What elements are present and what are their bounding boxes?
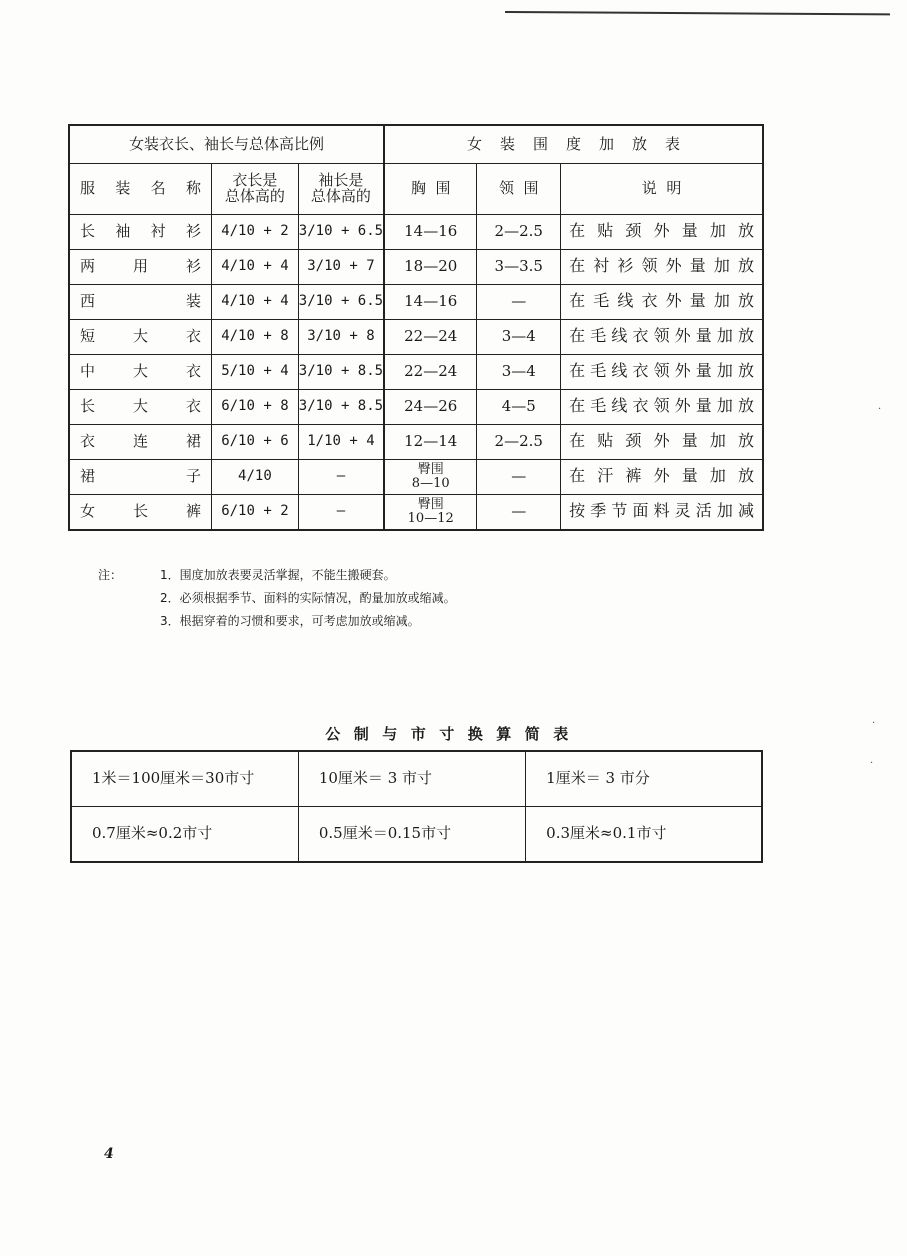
table-row bbox=[69, 214, 763, 249]
header-sleeve-length bbox=[298, 163, 384, 214]
table-row bbox=[69, 249, 763, 284]
sleeve-length-cell: — bbox=[298, 494, 384, 530]
hip-value: 10—12 bbox=[407, 510, 454, 526]
header-garment-name: 服装名称 bbox=[69, 163, 212, 214]
hip-label: 臀围 bbox=[417, 496, 444, 512]
coat-length-cell: 4/10 + 4 bbox=[212, 284, 299, 319]
conversion-cell: 1厘米＝ 3 市分 bbox=[526, 751, 762, 807]
conversion-cell: 1米＝100厘米＝30市寸 bbox=[71, 751, 298, 807]
coat-length-cell: 4/10 + 8 bbox=[212, 319, 299, 354]
coat-length-cell: 4/10 + 4 bbox=[212, 249, 299, 284]
proportion-table-title: 女装衣长、袖长与总体高比例 bbox=[69, 125, 384, 163]
garment-name-cell: 衣连裙 bbox=[69, 424, 212, 459]
conversion-table bbox=[70, 750, 763, 863]
chest-ease-cell: 12—14 bbox=[384, 424, 477, 459]
table-row bbox=[69, 459, 763, 494]
note-cell: 在毛线衣领外量加放 bbox=[561, 319, 763, 354]
note-cell: 在毛线衣领外量加放 bbox=[561, 354, 763, 389]
hip-ease-cell bbox=[384, 494, 477, 530]
note-cell: 按季节面料灵活加减 bbox=[561, 494, 763, 530]
table-row bbox=[69, 284, 763, 319]
note-cell: 在贴颈外量加放 bbox=[561, 424, 763, 459]
coat-length-cell: 5/10 + 4 bbox=[212, 354, 299, 389]
table-row bbox=[69, 424, 763, 459]
note-cell: 在贴颈外量加放 bbox=[561, 214, 763, 249]
scan-speck: · bbox=[870, 758, 874, 769]
garment-name-cell: 中大衣 bbox=[69, 354, 212, 389]
conversion-cell: 0.3厘米≈0.1市寸 bbox=[526, 807, 762, 863]
header-coat-length bbox=[212, 163, 299, 214]
chest-ease-cell: 22—24 bbox=[384, 354, 477, 389]
collar-ease-cell: 2—2.5 bbox=[477, 424, 561, 459]
notes-label: 注： bbox=[98, 568, 123, 582]
hip-value: 8—10 bbox=[411, 475, 450, 491]
collar-ease-cell: — bbox=[477, 459, 561, 494]
hip-ease-cell bbox=[384, 459, 477, 494]
table-row bbox=[69, 389, 763, 424]
collar-ease-cell: 3—3.5 bbox=[477, 249, 561, 284]
header-collar: 领 围 bbox=[477, 163, 561, 214]
coat-length-cell: 4/10 + 2 bbox=[212, 214, 299, 249]
collar-ease-cell: — bbox=[477, 284, 561, 319]
chest-ease-cell: 14—16 bbox=[384, 214, 477, 249]
women-size-table bbox=[68, 124, 764, 531]
note-item: 1．围度加放表要灵活掌握，不能生搬硬套。 bbox=[160, 568, 396, 582]
sleeve-length-cell: 3/10 + 8 bbox=[298, 319, 384, 354]
header-coat-length-line2: 总体高的 bbox=[224, 186, 285, 205]
table-row bbox=[69, 354, 763, 389]
garment-name-cell: 长袖衬衫 bbox=[69, 214, 212, 249]
note-item: 3．根据穿着的习惯和要求，可考虑加放或缩减。 bbox=[160, 614, 420, 628]
sleeve-length-cell: 3/10 + 6.5 bbox=[298, 214, 384, 249]
chest-ease-cell: 18—20 bbox=[384, 249, 477, 284]
conversion-title: 公制与市寸换算简表 bbox=[325, 725, 582, 743]
collar-ease-cell: 4—5 bbox=[477, 389, 561, 424]
coat-length-cell: 6/10 + 2 bbox=[212, 494, 299, 530]
scan-speck: · bbox=[872, 718, 876, 729]
sleeve-length-cell: — bbox=[298, 459, 384, 494]
conversion-cell: 10厘米＝ 3 市寸 bbox=[298, 751, 525, 807]
coat-length-cell: 6/10 + 6 bbox=[212, 424, 299, 459]
table-row bbox=[69, 494, 763, 530]
garment-name-cell: 女长裤 bbox=[69, 494, 212, 530]
scan-speck: · bbox=[878, 404, 882, 415]
garment-name-cell: 西装 bbox=[69, 284, 212, 319]
chest-ease-cell: 24—26 bbox=[384, 389, 477, 424]
sleeve-length-cell: 3/10 + 6.5 bbox=[298, 284, 384, 319]
coat-length-cell: 6/10 + 8 bbox=[212, 389, 299, 424]
sleeve-length-cell: 3/10 + 7 bbox=[298, 249, 384, 284]
sleeve-length-cell: 3/10 + 8.5 bbox=[298, 389, 384, 424]
note-cell: 在毛线衣领外量加放 bbox=[561, 389, 763, 424]
collar-ease-cell: — bbox=[477, 494, 561, 530]
sleeve-length-cell: 3/10 + 8.5 bbox=[298, 354, 384, 389]
note-cell: 在毛线衣外量加放 bbox=[561, 284, 763, 319]
page-number: 4 bbox=[104, 1146, 114, 1162]
table-row bbox=[69, 319, 763, 354]
ease-table-title: 女装围度加放表 bbox=[384, 125, 763, 163]
header-chest: 胸 围 bbox=[384, 163, 477, 214]
top-rule bbox=[505, 11, 890, 15]
garment-name-cell: 两用衫 bbox=[69, 249, 212, 284]
coat-length-cell: 4/10 bbox=[212, 459, 299, 494]
garment-name-cell: 短大衣 bbox=[69, 319, 212, 354]
collar-ease-cell: 3—4 bbox=[477, 354, 561, 389]
collar-ease-cell: 2—2.5 bbox=[477, 214, 561, 249]
note-cell: 在汗裤外量加放 bbox=[561, 459, 763, 494]
note-cell: 在衬衫领外量加放 bbox=[561, 249, 763, 284]
chest-ease-cell: 22—24 bbox=[384, 319, 477, 354]
garment-name-cell: 长大衣 bbox=[69, 389, 212, 424]
header-coat-length-line1: 衣长是 bbox=[232, 170, 278, 189]
garment-name-cell: 裙子 bbox=[69, 459, 212, 494]
chest-ease-cell: 14—16 bbox=[384, 284, 477, 319]
conversion-cell: 0.5厘米＝0.15市寸 bbox=[298, 807, 525, 863]
header-sleeve-length-line2: 总体高的 bbox=[310, 186, 371, 205]
header-note: 说 明 bbox=[561, 163, 763, 214]
conversion-cell: 0.7厘米≈0.2市寸 bbox=[71, 807, 298, 863]
sleeve-length-cell: 1/10 + 4 bbox=[298, 424, 384, 459]
collar-ease-cell: 3—4 bbox=[477, 319, 561, 354]
note-item: 2．必须根据季节、面料的实际情况，酌量加放或缩减。 bbox=[160, 591, 456, 605]
header-sleeve-length-line1: 袖长是 bbox=[318, 170, 364, 189]
hip-label: 臀围 bbox=[417, 461, 444, 477]
